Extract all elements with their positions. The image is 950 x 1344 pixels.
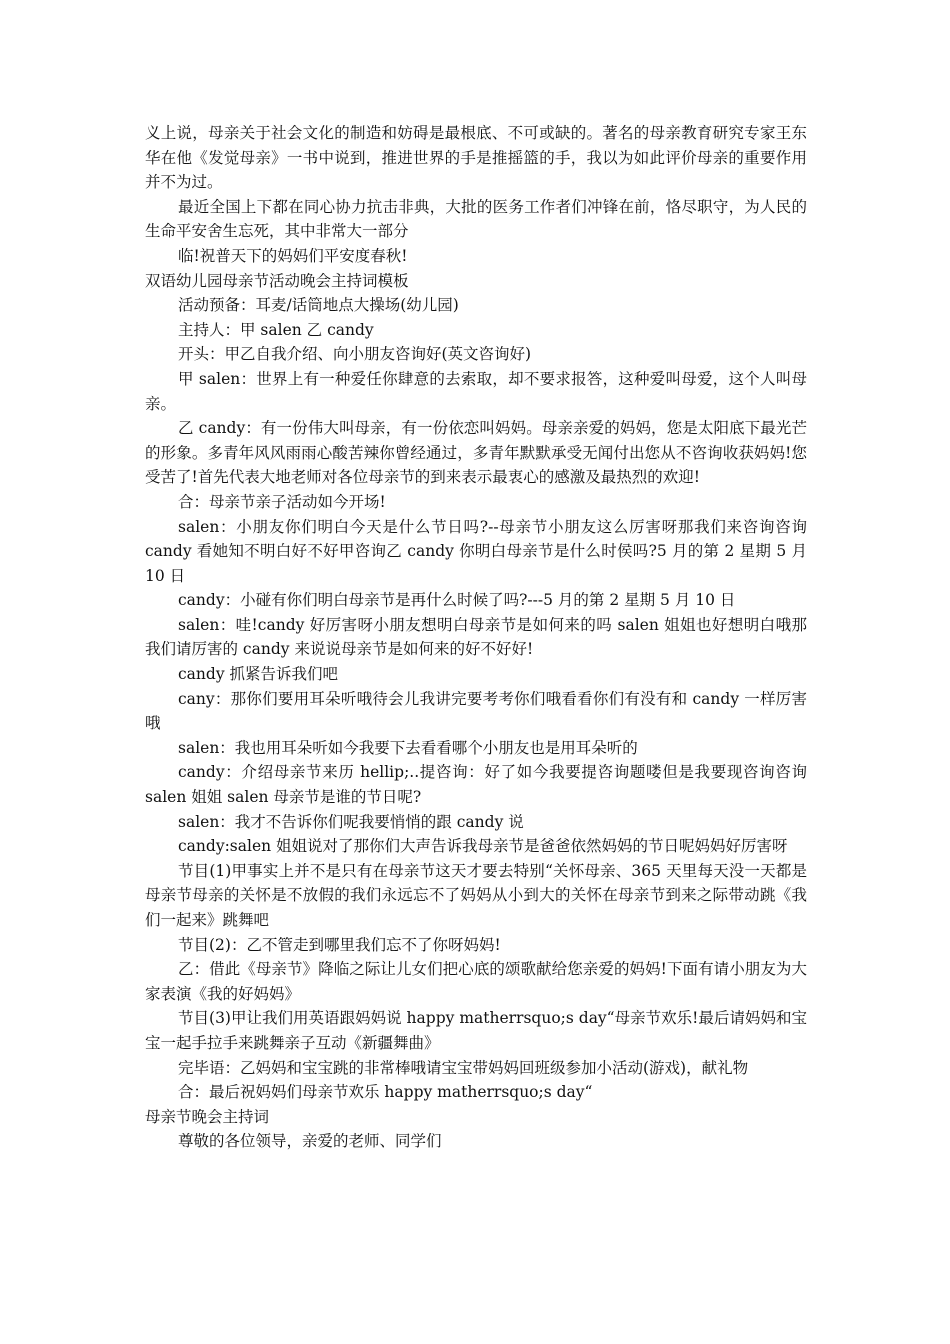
section-title: 双语幼儿园母亲节活动晚会主持词模板: [145, 271, 409, 290]
document-page: [145, 121, 807, 1154]
paragraph: salen：小朋友你们明白今天是什么节日吗?--母亲节小朋友这么厉害呀那我们来咨询咨询 candy 看她知不明白好不好甲咨询乙 candy 你明白母亲节是什么时侯吗?5 月的第 2 星期 5 月 10 日: [145, 517, 807, 585]
paragraph: 开头：甲乙自我介绍、向小朋友咨询好(英文咨询好): [178, 345, 532, 364]
paragraph: 节目(3)甲让我们用英语跟妈妈说 happy matherrsquo;s day“母亲节欢乐!最后请妈妈和宝宝一起手拉手来跳舞亲子互动《新疆舞曲》: [145, 1009, 807, 1052]
paragraph: 最近全国上下都在同心协力抗击非典，大批的医务工作者们冲锋在前，恪尽职守，为人民的生命平安舍生忘死，其中非常大一部分: [145, 197, 807, 241]
paragraph: 乙 candy：有一份伟大叫母亲，有一份依恋叫妈妈。母亲亲爱的妈妈，您是太阳底下最光芒的形象。多青年风风雨雨心酸苦辣你曾经通过，多青年默默承受无闻付出您从不咨询收获妈妈!您受苦了!首先代表大地老师对各位母亲节的到来表示最衷心的感激及最热烈的欢迎!: [145, 419, 807, 487]
paragraph: 节目(1)甲事实上并不是只有在母亲节这天才要去特别“关怀母亲、365 天里每天没一天都是母亲节母亲的关怀是不放假的我们永远忘不了妈妈从小到大的关怀在母亲节到来之际带动跳《我们一起来》跳舞吧: [145, 861, 807, 929]
paragraph: salen：哇!candy 好厉害呀小朋友想明白母亲节是如何来的吗 salen 姐姐也好想明白哦那我们请厉害的 candy 来说说母亲节是如何来的好不好好!: [145, 615, 807, 659]
paragraph: candy 抓紧告诉我们吧: [178, 665, 339, 684]
paragraph: candy:salen 姐姐说对了那你们大声告诉我母亲节是爸爸依然妈妈的节日呢妈妈好厉害呀: [178, 837, 788, 856]
paragraph: 完毕语：乙妈妈和宝宝跳的非常棒哦请宝宝带妈妈回班级参加小活动(游戏)，献礼物: [178, 1058, 749, 1077]
paragraph: salen：我也用耳朵听如今我要下去看看哪个小朋友也是用耳朵听的: [178, 738, 638, 757]
paragraph: candy：介绍母亲节来历 hellip;..提咨询：好了如今我要提咨询题喽但是我要现咨询咨询 salen 姐姐 salen 母亲节是谁的节日呢?: [145, 763, 807, 807]
paragraph: 活动预备：耳麦/话筒地点大操场(幼儿园): [178, 296, 459, 315]
paragraph: 尊敬的各位领导，亲爱的老师、同学们: [178, 1132, 442, 1151]
paragraph: 乙：借此《母亲节》降临之际让儿女们把心底的颂歌献给您亲爱的妈妈!下面有请小朋友为大家表演《我的好妈妈》: [145, 960, 807, 1003]
paragraph: 临!祝普天下的妈妈们平安度春秋!: [178, 246, 408, 265]
paragraph: cany：那你们要用耳朵听哦待会儿我讲完要考考你们哦看看你们有没有和 candy 一样厉害哦: [145, 689, 807, 733]
paragraph: 义上说，母亲关于社会文化的制造和妨碍是最根底、不可或缺的。著名的母亲教育研究专家王东华在他《发觉母亲》一书中说到，推进世界的手是推摇篮的手，我以为如此评价母亲的重要作用并不为过。: [145, 124, 807, 192]
paragraph: 合：最后祝妈妈们母亲节欢乐 happy matherrsquo;s day“: [178, 1083, 593, 1102]
paragraph: 节目(2)：乙不管走到哪里我们忘不了你呀妈妈!: [178, 935, 501, 954]
paragraph: 合：母亲节亲子活动如今开场!: [178, 492, 386, 511]
paragraph: salen：我才不告诉你们呢我要悄悄的跟 candy 说: [178, 812, 524, 831]
paragraph: 主持人：甲 salen 乙 candy: [178, 320, 374, 339]
paragraph: candy：小碰有你们明白母亲节是再什么时候了吗?---5 月的第 2 星期 5 月 10 日: [178, 591, 736, 610]
section-title: 母亲节晚会主持词: [145, 1107, 270, 1126]
paragraph: 甲 salen：世界上有一种爱任你肆意的去索取，却不要求报答，这种爱叫母爱，这个人叫母亲。: [145, 369, 807, 413]
